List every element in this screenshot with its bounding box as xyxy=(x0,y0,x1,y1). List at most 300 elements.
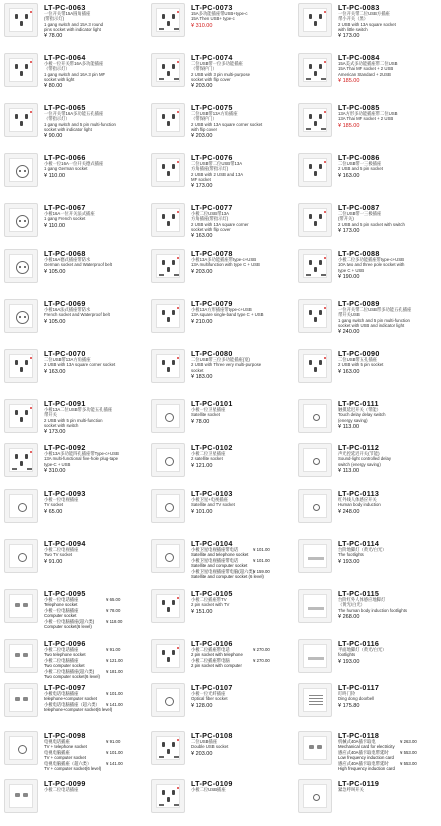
product-card[interactable] xyxy=(0,586,147,636)
product-code: LT-PC-0097 xyxy=(44,683,86,692)
price-list-label: telephone+computer socket xyxy=(44,696,97,702)
product-code: LT-PC-0109 xyxy=(191,779,233,788)
price-list-value: ¥ 270.00 xyxy=(253,647,270,652)
product-code: LT-PC-0080 xyxy=(191,349,233,358)
description-line: socket with indicator light xyxy=(44,126,92,132)
product-card[interactable] xyxy=(147,296,294,346)
hole-mark xyxy=(167,657,170,662)
fiber-socket-icon xyxy=(151,683,185,717)
product-code: LT-PC-0070 xyxy=(44,349,86,358)
plate-face xyxy=(156,594,180,618)
product-card[interactable] xyxy=(294,100,441,150)
product-card[interactable] xyxy=(147,100,294,150)
product-price: ¥ 310.00 xyxy=(44,467,66,474)
product-card[interactable] xyxy=(0,50,147,100)
description-line: socket xyxy=(191,367,204,373)
product-code: LT-PC-0096 xyxy=(44,639,86,648)
product-code: LT-PC-0067 xyxy=(44,203,86,212)
product-code: LT-PC-0087 xyxy=(338,203,380,212)
product-card[interactable] xyxy=(0,396,147,446)
hole-mark xyxy=(172,790,175,795)
price-list-value: ¥ 553.00 xyxy=(400,760,417,766)
hole-mark xyxy=(162,600,165,605)
price-list-value: ¥ 263.00 xyxy=(400,739,417,744)
product-card[interactable] xyxy=(0,728,147,778)
product-description xyxy=(44,211,144,222)
product-card[interactable] xyxy=(0,150,147,200)
hole-mark xyxy=(25,64,28,69)
product-code: LT-PC-0085 xyxy=(338,103,380,112)
price-list-value: ¥ 101.00 xyxy=(253,557,270,563)
product-card[interactable] xyxy=(294,728,441,778)
product-code: LT-PC-0112 xyxy=(338,443,380,452)
product-price: ¥ 173.00 xyxy=(191,183,213,190)
price-list-label: High frequency induction card xyxy=(338,765,395,771)
hole-mark xyxy=(24,170,26,172)
product-code: LT-PC-0089 xyxy=(338,299,380,308)
product-code: LT-PC-0066 xyxy=(44,153,86,162)
hole-mark xyxy=(314,71,317,76)
description-line: Double USB socket xyxy=(191,744,229,750)
plate-face xyxy=(9,304,33,328)
usb-mark xyxy=(174,804,179,806)
description-line: 2 USB with 13A square corner socket xyxy=(191,121,263,127)
catalog-row xyxy=(0,246,441,296)
description-line: 小板13A多功能四孔插座带Type-c+USB xyxy=(44,451,119,456)
hole-mark xyxy=(20,367,23,372)
description-line: The footlights xyxy=(338,552,364,558)
product-card[interactable] xyxy=(294,396,441,446)
price-list-label: 小板二位插座带电脑 xyxy=(191,657,230,663)
product-card[interactable] xyxy=(294,586,441,636)
description-line: 声光控延迟开关(节能) xyxy=(338,451,380,456)
plate-face xyxy=(156,158,180,182)
dot-mark xyxy=(313,504,320,511)
hole-mark xyxy=(19,266,21,268)
description-line: Human body induction xyxy=(338,502,381,508)
price-list-value: ¥ 65.00 xyxy=(106,597,121,602)
description-line: 2 USB with 5 pin socket xyxy=(338,362,384,368)
socket-usb-icon xyxy=(298,53,332,87)
product-description xyxy=(338,787,438,792)
product-code: LT-PC-0111 xyxy=(338,399,379,408)
plate-face xyxy=(9,58,33,82)
product-description xyxy=(44,357,144,368)
product-description xyxy=(191,739,291,750)
product-card[interactable] xyxy=(0,440,147,490)
hole-mark xyxy=(15,793,20,797)
product-card[interactable] xyxy=(0,0,147,50)
dot-mark xyxy=(18,745,27,754)
hole-mark xyxy=(15,114,18,119)
product-code: LT-PC-0118 xyxy=(338,731,380,740)
product-price: ¥ 105.00 xyxy=(44,318,66,325)
catalog-row xyxy=(0,486,441,536)
product-price: ¥ 163.00 xyxy=(191,233,213,240)
product-card[interactable] xyxy=(147,680,294,730)
description-line: Ding dong doorbell xyxy=(338,696,375,702)
product-price: ¥ 105.00 xyxy=(44,268,66,275)
product-card[interactable] xyxy=(294,636,441,686)
hole-mark xyxy=(167,71,170,76)
plate-face xyxy=(303,254,327,278)
product-price: ¥ 268.00 xyxy=(338,613,360,620)
description-line: 13A Thai MF socket + 2 USB xyxy=(338,116,394,122)
product-card[interactable] xyxy=(147,440,294,490)
product-card[interactable] xyxy=(0,296,147,346)
satellite-socket-icon xyxy=(151,539,185,573)
hole-mark xyxy=(172,742,175,747)
product-price: ¥ 203.00 xyxy=(191,268,213,275)
description-line: 2 USB with 3 pin multi-purpose xyxy=(191,71,250,77)
product-card[interactable] xyxy=(147,200,294,250)
product-description xyxy=(338,451,438,467)
description-line: 1 gang switch and 16A 3 pin MF xyxy=(44,71,106,77)
product-card[interactable] xyxy=(294,150,441,200)
product-card[interactable] xyxy=(294,346,441,396)
product-code: LT-PC-0077 xyxy=(191,203,233,212)
product-card[interactable] xyxy=(147,346,294,396)
product-card[interactable] xyxy=(294,440,441,490)
hole-mark xyxy=(319,214,322,219)
usb-mark xyxy=(12,468,17,470)
description-line: footlights xyxy=(338,652,356,658)
description-line: 15A多功能插座带USB+type-c xyxy=(191,11,248,16)
price-list xyxy=(44,691,144,713)
price-list-label: TV + telephone socket xyxy=(44,744,87,750)
hole-mark xyxy=(172,360,175,365)
description-line: 触摸延迟开关（带能） xyxy=(338,407,381,412)
product-card[interactable] xyxy=(147,636,294,686)
product-card[interactable] xyxy=(294,680,441,730)
led-mark xyxy=(177,307,179,309)
product-code: LT-PC-0117 xyxy=(338,683,380,692)
socket-usb-icon xyxy=(151,249,185,283)
price-list-label: 电视电脑插座（超六类） xyxy=(44,760,92,766)
price-list-label: 小板电话电脑插座 xyxy=(44,691,79,696)
price-list-label: 2 pin socket with computer xyxy=(191,663,242,669)
product-card[interactable] xyxy=(147,486,294,536)
usb-socket-icon xyxy=(151,779,185,813)
product-card[interactable] xyxy=(0,680,147,730)
product-price: ¥ 163.00 xyxy=(338,172,360,179)
product-description xyxy=(44,257,144,268)
price-list-label: Satellite and telephone socket xyxy=(191,552,249,558)
dot-mark xyxy=(165,503,174,512)
doorbell-icon xyxy=(298,683,332,717)
product-card[interactable] xyxy=(147,396,294,446)
plate-face xyxy=(303,354,327,378)
socket-waterproof-icon xyxy=(4,299,38,333)
description-line: 小板16A德式插座带防水 xyxy=(44,257,91,262)
socket-french-icon xyxy=(4,203,38,237)
hole-mark xyxy=(172,64,175,69)
bar-mark xyxy=(309,698,323,699)
usb-mark xyxy=(174,28,179,30)
price-list-value: ¥ 91.00 xyxy=(106,739,121,744)
product-code: LT-PC-0104 xyxy=(191,539,233,548)
product-code: LT-PC-0065 xyxy=(44,103,86,112)
description-line: French socket and Waterproof belt xyxy=(44,312,110,318)
product-card[interactable] xyxy=(147,150,294,200)
hole-mark xyxy=(20,461,23,466)
product-card[interactable] xyxy=(147,246,294,296)
led-mark xyxy=(177,597,179,599)
price-list-label: 感应式40A插卡取电带延时 xyxy=(338,749,389,755)
description-line: (带指示灯) xyxy=(44,16,65,22)
socket-universal-icon xyxy=(4,399,38,433)
product-code: LT-PC-0108 xyxy=(191,731,233,740)
led-mark xyxy=(177,111,179,113)
usb-mark xyxy=(174,78,179,80)
socket-square-icon xyxy=(151,299,185,333)
plate-face xyxy=(9,594,33,618)
bar-mark xyxy=(309,704,323,705)
product-code: LT-PC-0115 xyxy=(338,589,380,598)
description-line: 小板13A多功能插座带type-c+USB xyxy=(191,257,257,262)
price-list-value: ¥ 141.00 xyxy=(106,701,123,707)
price-list-line xyxy=(191,574,291,579)
price-list-label: 小板卫星电视插座带电话 xyxy=(191,557,239,563)
description-line: （黄光/白光） xyxy=(338,602,365,608)
description-line: pins socket with indicator light xyxy=(44,26,101,32)
price-list-label: 小板卫星电视插座带电脑(超六类) xyxy=(191,568,255,574)
socket-universal-icon xyxy=(298,299,332,333)
socket-usb-icon xyxy=(4,443,38,477)
product-description xyxy=(44,111,144,132)
product-description xyxy=(44,547,144,558)
usb-mark xyxy=(159,28,164,30)
product-code: LT-PC-0093 xyxy=(44,489,86,498)
product-code: LT-PC-0090 xyxy=(338,349,380,358)
description-line: 一位开关带16A多功能五孔插座 xyxy=(44,111,104,116)
description-line: (带开关) xyxy=(338,216,354,222)
product-code: LT-PC-0106 xyxy=(191,639,233,648)
dot-mark xyxy=(313,414,320,421)
description-line: 小板二位多功能插座带type-c+USB xyxy=(338,257,405,262)
plate-face xyxy=(156,8,180,32)
product-code: LT-PC-0091 xyxy=(44,399,86,408)
socket-universal-icon xyxy=(151,589,185,623)
price-list-value: ¥ 118.00 xyxy=(106,618,123,624)
product-description xyxy=(338,11,438,32)
price-list-label: Computer socket(6 level) xyxy=(44,623,92,629)
price-list-line xyxy=(44,624,144,629)
plate-face xyxy=(303,736,327,760)
product-description xyxy=(44,451,144,467)
product-card[interactable] xyxy=(147,776,294,826)
product-price: ¥ 173.00 xyxy=(44,429,66,436)
socket-usb-icon xyxy=(298,249,332,283)
dot-mark xyxy=(16,311,29,324)
description-line: 方角插座(带指示灯) xyxy=(191,216,229,222)
product-price: ¥ 91.00 xyxy=(44,558,63,565)
dot-mark xyxy=(16,165,29,178)
description-line: 叮咚门铃 xyxy=(338,691,356,696)
hole-mark xyxy=(167,121,170,126)
product-description xyxy=(338,357,438,368)
description-line: switch (energy saving) xyxy=(338,461,381,467)
description-line: socket with USB and indicator light xyxy=(338,322,405,328)
price-list-label: 电视电脑插座 xyxy=(44,749,70,755)
dot-mark xyxy=(16,215,29,228)
plate-face xyxy=(156,448,180,472)
price-list-label: Mechanical card for electricity xyxy=(338,744,395,750)
hole-mark xyxy=(162,214,165,219)
socket-universal-icon xyxy=(298,203,332,237)
description-line: 台阶地脚灯（黄光/白光） xyxy=(338,547,387,552)
product-card[interactable] xyxy=(294,776,441,826)
plate-face xyxy=(156,644,180,668)
product-code: LT-PC-0116 xyxy=(338,639,380,648)
catalog-row xyxy=(0,100,441,150)
description-line: 二位USB带一位多功能插座 xyxy=(191,61,243,66)
product-card[interactable] xyxy=(147,536,294,586)
description-line: 2 satellite socket xyxy=(191,456,223,462)
description-line: 1 gang French socket xyxy=(44,216,86,222)
product-price: ¥ 175.80 xyxy=(338,702,360,709)
price-list-label: 2 pin socket with telephone xyxy=(191,652,243,658)
product-card[interactable] xyxy=(0,246,147,296)
socket-usb-icon xyxy=(151,3,185,37)
plate-face xyxy=(303,644,327,668)
product-price: ¥ 163.00 xyxy=(338,368,360,375)
plate-face xyxy=(303,108,327,132)
product-card[interactable] xyxy=(147,0,294,50)
product-card[interactable] xyxy=(294,486,441,536)
product-card[interactable] xyxy=(294,50,441,100)
product-card[interactable] xyxy=(147,50,294,100)
price-list-label: Satellite and computer socket xyxy=(191,563,248,569)
telephone-socket-icon xyxy=(4,779,38,813)
product-card[interactable] xyxy=(0,486,147,536)
product-card[interactable] xyxy=(294,296,441,346)
hole-mark xyxy=(23,603,28,607)
sound-switch-icon xyxy=(298,443,332,477)
hole-mark xyxy=(167,21,170,26)
description-line: 小板一位电视插座 xyxy=(44,497,79,502)
description-line: socket with flip cover xyxy=(191,76,231,82)
hole-mark xyxy=(309,745,314,749)
product-card[interactable] xyxy=(0,636,147,686)
price-list-value: ¥ 141.00 xyxy=(106,760,123,766)
led-mark xyxy=(30,11,32,13)
price-list-label: 感应式40A插卡取电带延时 xyxy=(338,760,389,766)
socket-square-icon xyxy=(4,349,38,383)
socket-universal-icon xyxy=(298,349,332,383)
product-card[interactable] xyxy=(0,200,147,250)
product-card[interactable] xyxy=(294,0,441,50)
led-mark xyxy=(324,161,326,163)
socket-square-icon xyxy=(151,203,185,237)
description-line: Optical fiber socket xyxy=(191,696,228,702)
catalog-row xyxy=(0,776,441,826)
product-card[interactable] xyxy=(0,776,147,826)
hole-mark xyxy=(172,260,175,265)
description-line: 二位USB带一三极插座 xyxy=(338,211,382,216)
plate-face xyxy=(303,158,327,182)
plate-face xyxy=(9,544,33,568)
socket-square-icon xyxy=(151,153,185,187)
product-card[interactable] xyxy=(147,728,294,778)
product-code: LT-PC-0107 xyxy=(191,683,233,692)
dot-mark xyxy=(313,458,320,465)
product-price: ¥ 128.00 xyxy=(191,702,213,709)
plate-face xyxy=(156,736,180,760)
plate-face xyxy=(156,404,180,428)
plate-face xyxy=(9,8,33,32)
plate-face xyxy=(156,304,180,328)
usb-mark xyxy=(174,274,179,276)
product-card[interactable] xyxy=(294,200,441,250)
product-price: ¥ 110.00 xyxy=(44,172,66,179)
description-line: 小板16A一位开关法式插座 xyxy=(44,211,95,216)
product-card[interactable] xyxy=(294,536,441,586)
product-card[interactable] xyxy=(0,100,147,150)
price-list-label: TV + computer socket(6 level) xyxy=(44,765,102,771)
hole-mark xyxy=(15,64,18,69)
product-card[interactable] xyxy=(294,246,441,296)
hole-mark xyxy=(167,749,170,754)
tv-socket-icon xyxy=(4,489,38,523)
bar-mark xyxy=(308,557,324,560)
plate-face xyxy=(9,208,33,232)
product-code: LT-PC-0076 xyxy=(191,153,233,162)
price-list-label: Two telephone socket xyxy=(44,652,86,658)
product-card[interactable] xyxy=(0,346,147,396)
plate-face xyxy=(9,254,33,278)
product-price: ¥ 203.00 xyxy=(191,133,213,140)
product-description xyxy=(191,257,291,268)
description-line: 二位USB插座 xyxy=(191,739,218,744)
hole-mark xyxy=(25,454,28,459)
price-list-label: 小板卫星电视插座带电话 xyxy=(191,547,239,552)
description-line: 方角插座(带指示灯) xyxy=(191,166,229,172)
usb-mark xyxy=(306,274,311,276)
hole-mark xyxy=(319,260,322,265)
product-card[interactable] xyxy=(0,536,147,586)
price-list-label: 小板二位电脑插座(超六类) xyxy=(44,668,95,674)
led-mark xyxy=(324,211,326,213)
product-card[interactable] xyxy=(147,586,294,636)
description-line: 2 USB and 5 pin socket with switch xyxy=(338,221,405,227)
usb-mark xyxy=(159,756,164,758)
hole-mark xyxy=(172,310,175,315)
telephone-socket-icon xyxy=(4,683,38,717)
hole-mark xyxy=(167,317,170,322)
hole-mark xyxy=(309,14,312,19)
plate-face xyxy=(303,404,327,428)
description-line: The human body induction footlights xyxy=(338,607,408,613)
price-list-label: Two computer socket(6 level) xyxy=(44,673,100,679)
product-code: LT-PC-0092 xyxy=(44,443,86,452)
product-code: LT-PC-0075 xyxy=(191,103,233,112)
led-mark xyxy=(30,451,32,453)
hole-mark xyxy=(15,360,18,365)
description-line: type C + USB xyxy=(338,267,365,273)
price-list-label: 小板二位电话插座 xyxy=(44,647,79,652)
led-mark xyxy=(177,211,179,213)
description-line: 带开关 xyxy=(44,412,57,418)
led-mark xyxy=(324,357,326,359)
product-code: LT-PC-0098 xyxy=(44,731,86,740)
led-mark xyxy=(177,357,179,359)
description-line: socket with flip cover xyxy=(191,226,231,232)
product-price: ¥ 121.00 xyxy=(191,462,213,469)
description-line: 15A Thai MF socket + 2 USB xyxy=(338,66,394,72)
usb-mark xyxy=(159,274,164,276)
led-mark xyxy=(30,407,32,409)
